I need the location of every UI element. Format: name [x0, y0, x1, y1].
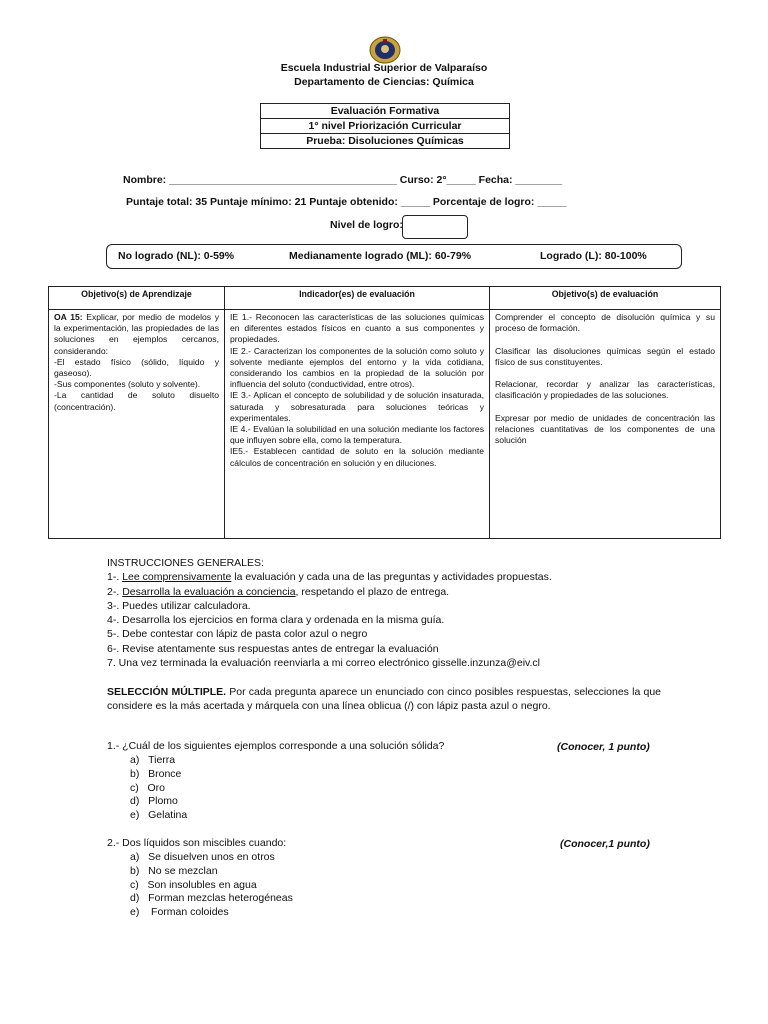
instruction-item-1: 1-. Lee comprensivamente la evaluación y cada una de las preguntas y actividades propuestas.	[107, 571, 552, 584]
question-1-option-a[interactable]: a) Tierra	[130, 754, 176, 766]
instruction-item-3: 3-. Puedes utilizar calculadora.	[107, 599, 251, 612]
instruction-item-7: 7. Una vez terminada la evaluación reenviarla a mi correo electrónico gisselle.inzunza@eiv.cl	[107, 657, 541, 670]
question-1-option-c[interactable]: c) Oro	[130, 782, 166, 794]
instruction-item-2: 2-. Desarrolla la evaluación a conciencia, respetando el plazo de entrega.	[107, 585, 450, 598]
scale-no-logrado: No logrado (NL): 0-59%	[118, 250, 235, 262]
score-line: Puntaje total: 35 Puntaje mínimo: 21 Puntaje obtenido: _____ Porcentaje de logro: _____	[126, 196, 567, 208]
cell-indicadores: IE 1.- Reconocen las características de las soluciones químicas en diferentes estados físicos en cuanto a sus componentes y propiedades. IE 2.- Caracterizan los componentes de la solución como soluto y solvente mediante ejemplos del entorno y la vida cotidiana, considerando los cambios en la propiedad de la solución por influencia del soluto (conductividad, entre otros). IE 3.- Aplican el concepto de solubilidad y de solución insaturada, saturada y sobresaturada para soluciones teóricas y experimentales. IE 4.- Evalúan la solubilidad en una solución mediante los factores que influyen sobre ella, como la temperatura. IE5.- Establecen cantidad de soluto en la solución mediante cálculos de concentración en solución y en diluciones.	[225, 310, 490, 539]
scale-logrado: Logrado (L): 80-100%	[540, 250, 647, 262]
nivel-logro-label: Nivel de logro:	[330, 219, 403, 231]
title-line-1: Evaluación Formativa	[261, 104, 509, 119]
header-objetivos-evaluacion: Objetivo(s) de evaluación	[490, 287, 721, 310]
question-1-option-e[interactable]: e) Gelatina	[130, 809, 188, 821]
title-box	[260, 103, 510, 149]
header-indicadores: Indicador(es) de evaluación	[225, 287, 490, 310]
question-2-option-e[interactable]: e) Forman coloides	[130, 906, 229, 918]
header-objetivos-aprendizaje: Objetivo(s) de Aprendizaje	[49, 287, 225, 310]
multiple-choice-title: SELECCIÓN MÚLTIPLE.	[107, 686, 227, 698]
question-2-option-b[interactable]: b) No se mezclan	[130, 865, 218, 877]
oa-text: Explicar, por medio de modelos y la experimentación, las propiedades de las soluciones en ejemplos cercanos, considerando: -El estado físico (sólido, líquido y gaseoso). -Sus componentes (soluto y solvente). -La cantidad de soluto disuelto (concentración).	[54, 312, 219, 412]
question-2-text: 2.- Dos líquidos son miscibles cuando:	[107, 837, 287, 849]
question-2-points: (Conocer,1 punto)	[560, 838, 650, 850]
question-2-option-c[interactable]: c) Son insolubles en agua	[130, 879, 257, 891]
title-line-2: 1° nivel Priorización Curricular	[261, 119, 509, 134]
school-crest-logo	[369, 36, 401, 64]
multiple-choice-text: Por cada pregunta aparece un enunciado con cinco posibles respuestas, selecciones la que considere es la más acertada y márquela con una línea oblicua (/) con lápiz pasta azul o negro.	[107, 686, 662, 712]
cell-objetivos-evaluacion: Comprender el concepto de disolución química y su proceso de formación. Clasificar las disoluciones químicas según el estado físico de sus constituyentes. Relacionar, recordar y analizar las características, clasificación y propiedades de las soluciones. Expresar por medio de unidades de concentración las relaciones cuantitativas de los componentes de una solución	[490, 310, 721, 539]
department-name: Departamento de Ciencias: Química	[294, 76, 474, 88]
question-2-option-a[interactable]: a) Se disuelven unos en otros	[130, 851, 275, 863]
objectives-table	[48, 286, 721, 539]
nivel-logro-box[interactable]	[402, 215, 468, 239]
question-1-points: (Conocer, 1 punto)	[557, 741, 650, 753]
oa-label: OA 15:	[54, 312, 83, 322]
multiple-choice-intro	[107, 686, 661, 713]
question-2-option-d[interactable]: d) Forman mezclas heterogéneas	[130, 892, 293, 904]
question-1-text: 1.- ¿Cuál de los siguientes ejemplos corresponde a una solución sólida?	[107, 740, 445, 752]
name-course-date-line: Nombre: _______________________________________ Curso: 2°_____ Fecha: ________	[123, 174, 563, 186]
question-1-option-b[interactable]: b) Bronce	[130, 768, 182, 780]
achievement-scale-box	[106, 244, 682, 269]
school-name: Escuela Industrial Superior de Valparaíso	[280, 62, 488, 74]
question-1-option-d[interactable]: d) Plomo	[130, 795, 178, 807]
title-line-3: Prueba: Disoluciones Químicas	[306, 135, 464, 147]
instruction-item-4: 4-. Desarrolla los ejercicios en forma clara y ordenada en la misma guía.	[107, 614, 445, 627]
instruction-item-5: 5-. Debe contestar con lápiz de pasta color azul o negro	[107, 628, 368, 641]
instruction-item-6: 6-. Revise atentamente sus respuestas antes de entregar la evaluación	[107, 642, 439, 655]
scale-medianamente-logrado: Medianamente logrado (ML): 60-79%	[289, 250, 472, 262]
instructions	[107, 556, 552, 670]
instructions-title: INSTRUCCIONES GENERALES:	[107, 557, 264, 569]
cell-oa	[49, 310, 225, 539]
